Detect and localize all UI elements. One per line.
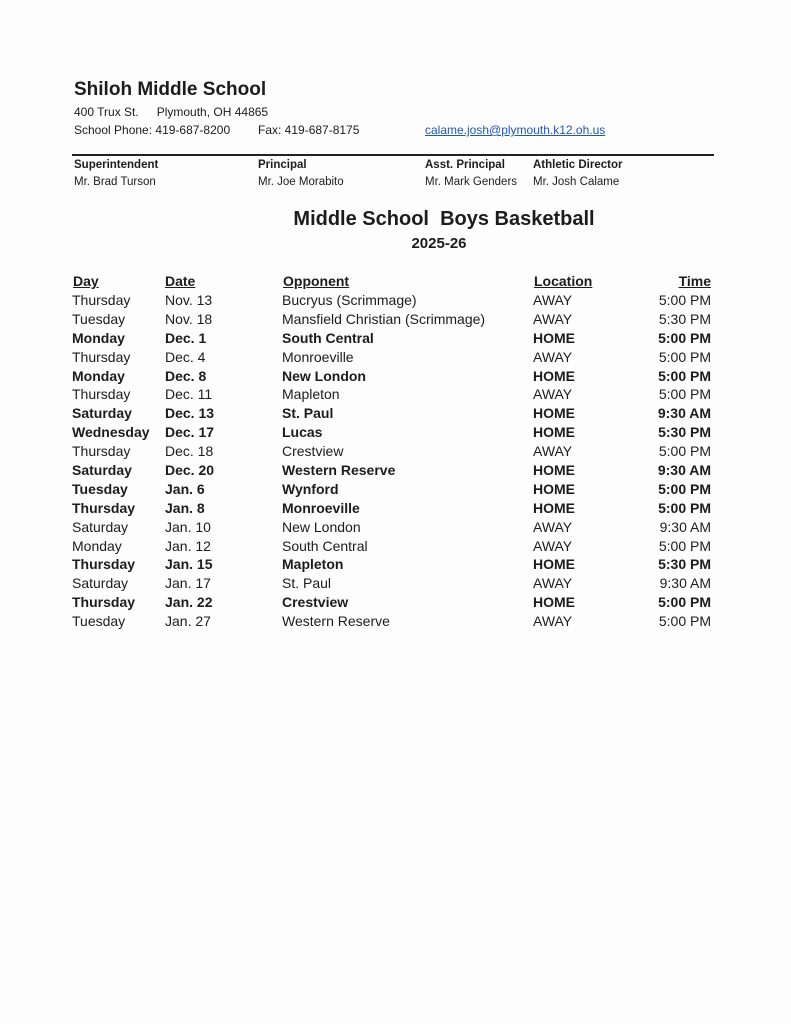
game-time: 9:30 AM: [659, 575, 711, 592]
column-header-day: Day: [73, 273, 99, 289]
game-date: Jan. 10: [165, 518, 211, 535]
game-date: Jan. 22: [165, 594, 213, 611]
schedule-row: [0, 385, 791, 404]
column-header-location: Location: [534, 273, 593, 289]
game-time: 9:30 AM: [659, 518, 711, 535]
game-day: Thursday: [72, 594, 136, 611]
game-opponent: Crestview: [282, 594, 349, 611]
game-time: 5:00 PM: [658, 329, 711, 346]
game-time: 5:30 PM: [658, 310, 711, 327]
game-time: 5:00 PM: [658, 594, 711, 611]
schedule-row: [0, 499, 791, 518]
game-time: 5:00 PM: [658, 443, 711, 460]
schedule-row: [0, 423, 791, 442]
game-day: Thursday: [72, 386, 131, 403]
game-day: Thursday: [72, 556, 136, 573]
staff-person: Mr. Joe Morabito: [258, 176, 344, 188]
staff-superintendent: [74, 157, 158, 191]
schedule-row: [0, 404, 791, 423]
game-location: HOME: [533, 367, 575, 384]
staff-role: Superintendent: [74, 159, 159, 171]
schedule-row: [0, 291, 791, 310]
schedule-row: [0, 367, 791, 386]
schedule-season: 2025-26: [411, 235, 467, 252]
game-date: Dec. 13: [165, 405, 215, 422]
game-time: 5:00 PM: [658, 613, 711, 630]
game-opponent: Lucas: [282, 424, 323, 441]
game-opponent: Mansfield Christian (Scrimmage): [282, 310, 486, 327]
game-location: HOME: [533, 556, 575, 573]
schedule-table: [0, 291, 791, 631]
game-day: Tuesday: [72, 310, 126, 327]
game-location: HOME: [533, 462, 575, 479]
game-day: Saturday: [72, 462, 132, 479]
game-location: HOME: [533, 424, 575, 441]
schedule-row: [0, 612, 791, 631]
game-opponent: Crestview: [282, 443, 344, 460]
game-opponent: St. Paul: [282, 575, 332, 592]
staff-athletic-director: [533, 157, 622, 191]
school-address: [74, 105, 268, 119]
game-location: HOME: [533, 405, 575, 422]
game-day: Wednesday: [72, 424, 150, 441]
game-date: Jan. 8: [165, 499, 205, 516]
game-location: AWAY: [533, 348, 573, 365]
staff-role: Asst. Principal: [425, 159, 505, 171]
game-location: AWAY: [533, 386, 573, 403]
game-time: 5:30 PM: [658, 424, 711, 441]
game-date: Jan. 17: [165, 575, 211, 592]
game-day: Monday: [72, 329, 125, 346]
header-divider: [72, 154, 714, 156]
game-location: HOME: [533, 480, 575, 497]
game-opponent: Mapleton: [282, 556, 344, 573]
schedule-title: [0, 208, 791, 231]
school-name: Shiloh Middle School: [74, 79, 267, 100]
game-day: Thursday: [72, 348, 131, 365]
game-day: Saturday: [72, 405, 132, 422]
schedule-row: [0, 461, 791, 480]
game-day: Tuesday: [72, 613, 126, 630]
game-location: AWAY: [533, 537, 573, 554]
game-location: HOME: [533, 329, 575, 346]
column-header-time: Time: [678, 273, 711, 289]
schedule-row: [0, 555, 791, 574]
game-time: 5:30 PM: [658, 556, 711, 573]
street-address: 400 Trux St.: [74, 105, 139, 119]
game-day: Saturday: [72, 575, 129, 592]
schedule-row: [0, 442, 791, 461]
game-opponent: Monroeville: [282, 499, 360, 516]
staff-person: Mr. Brad Turson: [74, 176, 156, 188]
column-header-opponent: Opponent: [283, 273, 350, 289]
schedule-row: [0, 574, 791, 593]
game-opponent: New London: [282, 367, 366, 384]
game-day: Monday: [72, 367, 125, 384]
game-opponent: Western Reserve: [282, 613, 390, 630]
staff-role: Principal: [258, 159, 307, 171]
game-time: 9:30 AM: [657, 405, 711, 422]
game-day: Thursday: [72, 499, 136, 516]
staff-principal: [258, 157, 344, 191]
athletic-director-email-link[interactable]: calame.josh@plymouth.k12.oh.us: [425, 123, 606, 137]
game-opponent: New London: [282, 518, 361, 535]
game-date: Dec. 11: [165, 386, 213, 403]
game-day: Monday: [72, 537, 122, 554]
game-day: Thursday: [72, 443, 131, 460]
game-opponent: Mapleton: [282, 386, 340, 403]
game-time: 5:00 PM: [658, 499, 711, 516]
game-opponent: Western Reserve: [282, 462, 396, 479]
game-location: AWAY: [533, 575, 573, 592]
schedule-row: [0, 480, 791, 499]
game-opponent: St. Paul: [282, 405, 334, 422]
game-location: HOME: [533, 499, 575, 516]
game-day: Tuesday: [72, 480, 128, 497]
game-opponent: Wynford: [282, 480, 339, 497]
game-time: 5:00 PM: [658, 348, 711, 365]
school-phone: School Phone: 419-687-8200: [74, 123, 231, 137]
game-date: Nov. 18: [165, 310, 213, 327]
game-date: Dec. 20: [165, 462, 215, 479]
game-date: Dec. 18: [165, 443, 214, 460]
game-opponent: South Central: [282, 329, 374, 346]
game-time: 9:30 AM: [657, 462, 711, 479]
game-time: 5:00 PM: [658, 292, 711, 308]
staff-asst-principal: [425, 157, 517, 191]
city-state-zip: Plymouth, OH 44865: [156, 105, 269, 119]
game-date: Dec. 1: [165, 329, 207, 346]
game-date: Jan. 12: [165, 537, 211, 554]
game-date: Jan. 6: [165, 480, 205, 497]
game-time: 5:00 PM: [658, 386, 711, 403]
game-day: Saturday: [72, 518, 129, 535]
schedule-row: [0, 518, 791, 537]
game-location: AWAY: [533, 613, 573, 630]
game-time: 5:00 PM: [658, 480, 711, 497]
schedule-title-text: Middle School Boys Basketball: [293, 208, 595, 230]
game-location: AWAY: [533, 518, 573, 535]
game-opponent: South Central: [282, 537, 368, 554]
school-fax: Fax: 419-687-8175: [258, 123, 360, 137]
staff-role: Athletic Director: [533, 159, 623, 171]
column-header-date: Date: [165, 273, 196, 289]
game-time: 5:00 PM: [658, 367, 711, 384]
game-location: AWAY: [533, 292, 573, 308]
game-opponent: Monroeville: [282, 348, 354, 365]
game-date: Dec. 17: [165, 424, 215, 441]
game-opponent: Bucryus (Scrimmage): [282, 292, 417, 308]
game-time: 5:00 PM: [658, 537, 711, 554]
game-date: Dec. 8: [165, 367, 207, 384]
game-day: Thursday: [72, 292, 131, 308]
schedule-row: [0, 348, 791, 367]
game-date: Jan. 15: [165, 556, 213, 573]
game-location: AWAY: [533, 310, 573, 327]
schedule-row: [0, 593, 791, 612]
staff-person: Mr. Mark Genders: [425, 176, 518, 188]
game-location: AWAY: [533, 443, 573, 460]
game-date: Jan. 27: [165, 613, 211, 630]
schedule-row: [0, 329, 791, 348]
schedule-row: [0, 537, 791, 556]
game-date: Nov. 13: [165, 292, 213, 308]
game-date: Dec. 4: [165, 348, 206, 365]
schedule-row: [0, 310, 791, 329]
game-location: HOME: [533, 594, 575, 611]
staff-person: Mr. Josh Calame: [533, 176, 620, 188]
